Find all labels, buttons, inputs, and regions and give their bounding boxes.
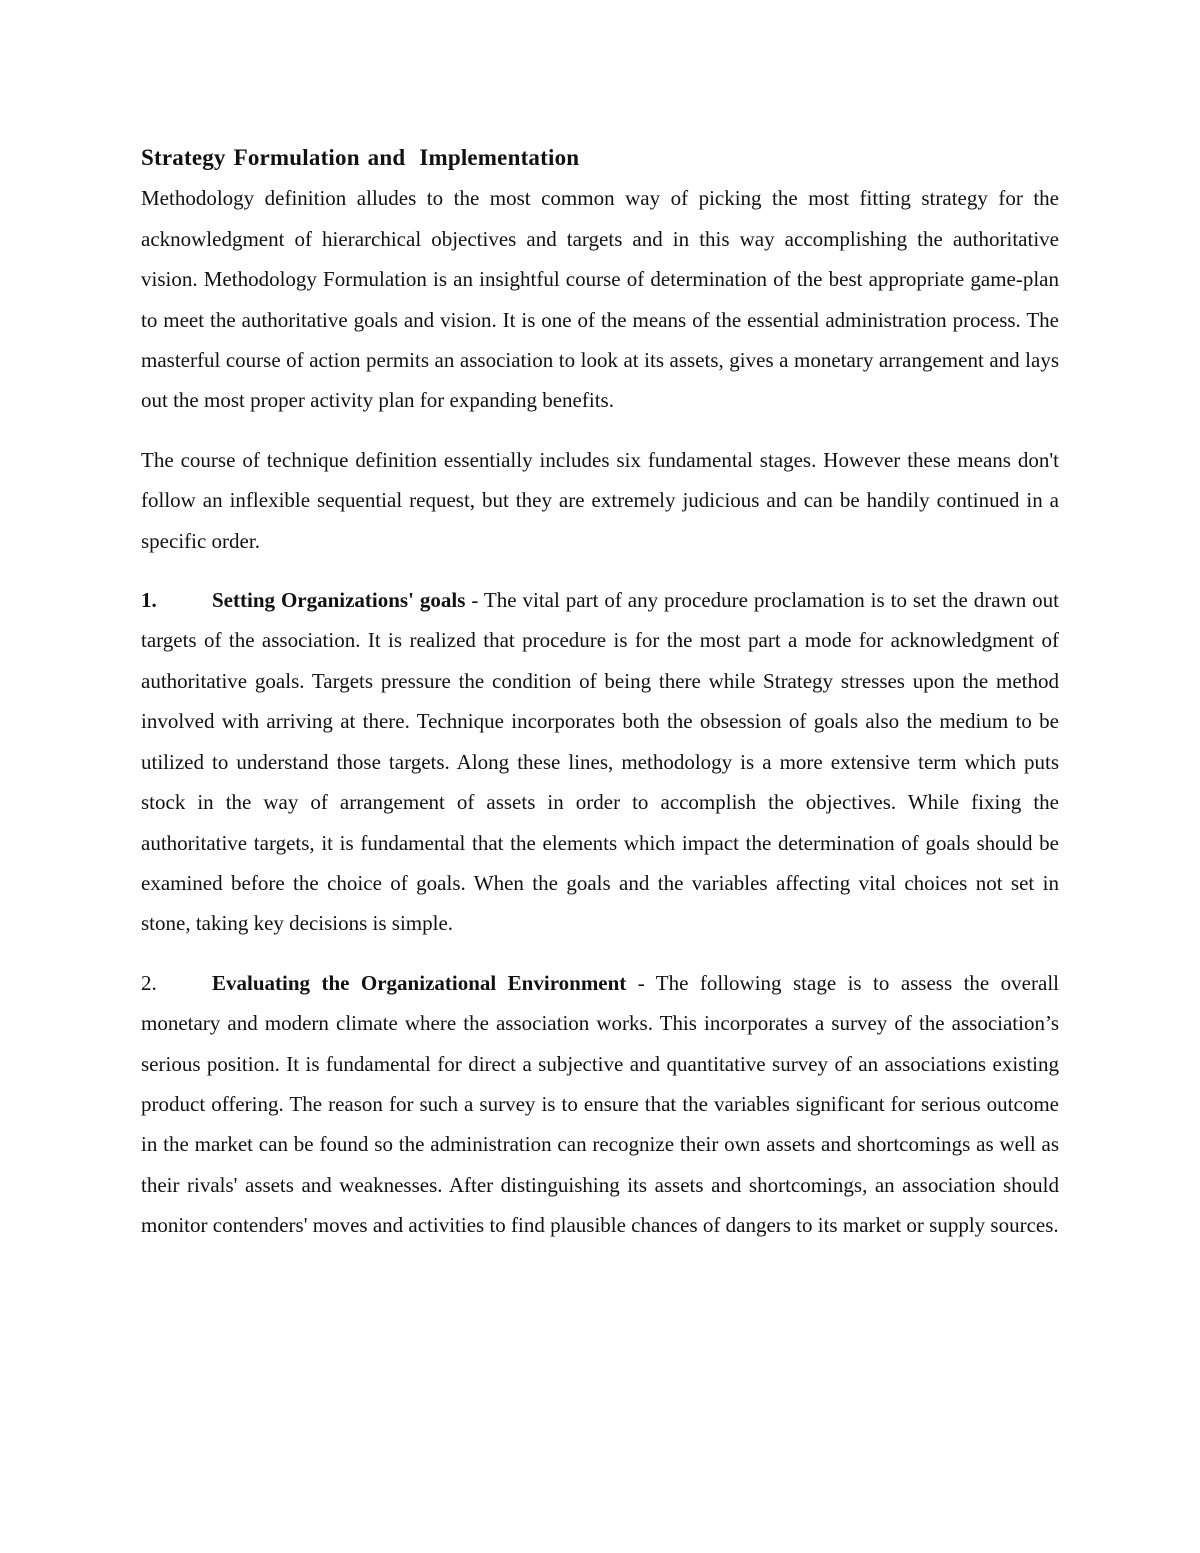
title-part-1: Strategy Formulation and: [141, 145, 406, 170]
item-term: Evaluating the Organizational Environment: [212, 970, 627, 995]
item-term: Setting Organizations' goals: [212, 588, 466, 613]
numbered-item-1: [141, 580, 1059, 944]
item-number: 2.: [141, 970, 157, 995]
item-number: 1.: [141, 588, 157, 613]
item-text: - The following stage is to assess the overall monetary and modern climate where the association works. This incorporates a survey of the association’s serious position. It is fundamental for direct a subjective and quantitative survey of an associations existing product offering. The reason for such a survey is to ensure that the variables significant for serious outcome in the market can be found so the administration can recognize their own assets and shortcomings as well as their rivals' assets and weaknesses. After distinguishing its assets and shortcomings, an association should monitor contenders' moves and activities to find plausible chances of dangers to its market or supply sources.: [141, 970, 1059, 1238]
title-part-2: Implementation: [419, 145, 580, 170]
document-title: [141, 138, 1059, 178]
document-body: [141, 138, 1059, 1265]
paragraph-1: Methodology definition alludes to the most common way of picking the most fitting strategy for the acknowledgment of hierarchical objectives and targets and in this way accomplishing the authoritative vision. Methodology Formulation is an insightful course of determination of the best appropriate game-plan to meet the authoritative goals and vision. It is one of the means of the essential administration process. The masterful course of action permits an association to look at its assets, gives a monetary arrangement and lays out the most proper activity plan for expanding benefits.: [141, 186, 1059, 413]
paragraph-2: The course of technique definition essentially includes six fundamental stages. However these means don't follow an inflexible sequential request, but they are extremely judicious and can be handily continued in a specific order.: [141, 447, 1059, 553]
item-text: - The vital part of any procedure proclamation is to set the drawn out targets of the association. It is realized that procedure is for the most part a mode for acknowledgment of authoritative goals. Targets pressure the condition of being there while Strategy stresses upon the method involved with arriving at there. Technique incorporates both the obsession of goals also the medium to be utilized to understand those targets. Along these lines, methodology is a more extensive term which puts stock in the way of arrangement of assets in order to accomplish the objectives. While fixing the authoritative targets, it is fundamental that the elements which impact the determination of goals should be examined before the choice of goals. When the goals and the variables affecting vital choices not set in stone, taking key decisions is simple.: [141, 588, 1060, 936]
numbered-item-2: [141, 963, 1059, 1246]
